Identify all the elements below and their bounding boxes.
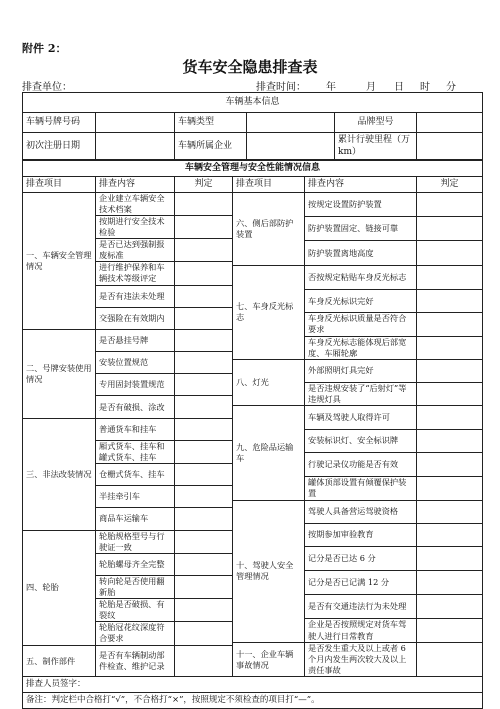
right-judge-cell[interactable] [417,594,483,618]
vehicle-type-value[interactable] [247,113,335,133]
right-judge-cell[interactable] [417,359,483,382]
left-item: 四、轮胎 [23,530,96,645]
mileage-value[interactable] [417,133,483,160]
right-item: 六、侧后部防护装置 [233,193,305,266]
right-content: 车辆及驾驶人取得许可 [305,406,417,429]
left-item: 五、制作部件 [23,645,96,676]
left-content: 是否有破损、涂改 [96,396,175,418]
left-content: 交强险在有效期内 [96,307,175,329]
right-content: 安装标识灯、安全标识牌 [305,429,417,452]
left-item-header: 排查项目 [23,177,96,193]
right-item: 七、车身反光标志 [233,265,305,359]
left-content-header: 排查内容 [96,177,175,193]
left-judge-cell[interactable] [175,553,233,575]
inspection-unit-label: 排查单位： [22,82,72,93]
left-judge-cell[interactable] [175,486,233,508]
left-content: 是否悬挂号牌 [96,329,175,351]
left-content: 仓栅式货车、挂车 [96,463,175,485]
left-content: 商品车运输车 [96,508,175,530]
right-content: 按期参加审验教育 [305,523,417,546]
right-judge-cell[interactable] [417,453,483,477]
signature-label[interactable]: 排查人员签字： [23,677,483,693]
left-judge-cell[interactable] [175,352,233,374]
right-judge-cell[interactable] [417,289,483,312]
company-value[interactable] [247,133,335,160]
left-judge-cell[interactable] [175,285,233,307]
right-judge-cell[interactable] [417,618,483,642]
inspection-time-label: 排查时间： [256,82,306,93]
right-content: 车身反光标志能体现后部宽度、车厢轮廓 [305,336,417,359]
right-judge-cell[interactable] [417,383,483,406]
day-label: 日 [394,82,404,93]
right-judge-cell[interactable] [417,336,483,359]
right-content: 罐体顶部设置有倾覆保护装置 [305,477,417,500]
left-content: 轮胎螺母齐全完整 [96,553,175,575]
left-judge-cell[interactable] [175,440,233,463]
right-content: 是否违规安装了“后射灯”等违规灯具 [305,383,417,406]
brand-label: 品牌型号 [335,113,417,133]
right-content: 防护装置固定、链接可靠 [305,217,417,241]
right-content: 行驶记录仪功能是否有效 [305,453,417,477]
left-content: 是否有违法未处理 [96,285,175,307]
right-judge-cell[interactable] [417,241,483,265]
company-label: 车辆所属企业 [175,133,247,160]
right-content: 否按规定粘贴车身反光标志 [305,265,417,289]
attachment-label: 附件 2： [22,42,67,55]
left-judge-cell[interactable] [175,598,233,621]
left-content: 普通货车和挂车 [96,418,175,440]
reg-date-label: 初次注册日期 [23,133,96,160]
vehicle-type-label: 车辆类型 [175,113,247,133]
right-content: 外部照明灯具完好 [305,359,417,382]
left-item: 二、号牌安装使用情况 [23,329,96,418]
left-item: 一、车辆安全管理情况 [23,193,96,330]
left-judge-cell[interactable] [175,396,233,418]
right-judge-cell[interactable] [417,500,483,523]
right-judge-cell[interactable] [417,477,483,500]
right-judge-cell[interactable] [417,193,483,217]
right-item: 十、驾驶人安全管理情况 [233,500,305,643]
plate-label: 车辆号牌号码 [23,113,96,133]
right-judge-cell[interactable] [417,643,483,677]
plate-value[interactable] [96,113,175,133]
left-judge-cell[interactable] [175,239,233,262]
month-label: 月 [366,82,376,93]
section-title: 车辆安全管理与安全性能情况信息 [23,161,483,177]
left-judge-cell[interactable] [175,307,233,329]
left-judge-cell[interactable] [175,575,233,598]
page-title: 货车安全隐患排查表 [182,58,318,76]
right-content: 按规定设置防护装置 [305,193,417,217]
left-judge-cell[interactable] [175,645,233,676]
left-content: 厢式货车、挂车和罐式货车、挂车 [96,440,175,463]
minute-label: 分 [446,82,456,93]
left-judge-cell[interactable] [175,262,233,285]
left-judge-cell[interactable] [175,508,233,530]
right-judge-cell[interactable] [417,547,483,571]
right-judge-cell[interactable] [417,313,483,336]
safety-check-table [22,160,483,709]
left-content: 按期进行安全技术检验 [96,216,175,239]
left-judge-cell[interactable] [175,530,233,553]
right-judge-cell[interactable] [417,429,483,452]
right-judge-cell[interactable] [417,406,483,429]
mileage-label: 累计行驶里程（万 km） [335,133,417,160]
remark-note: 备注：判定栏中合格打“√”，不合格打“×”，按照规定不须检查的项目打“—”。 [23,693,483,709]
basic-info-header: 车辆基本信息 [23,93,483,113]
left-judge-cell[interactable] [175,463,233,485]
right-content-header: 排查内容 [305,177,417,193]
left-content: 半挂牵引车 [96,486,175,508]
right-content: 车身反光标识质量是否符合要求 [305,313,417,336]
right-content: 记分是否已达 6 分 [305,547,417,571]
left-judge-cell[interactable] [175,374,233,396]
left-content: 轮胎规格型号与行驶证一致 [96,530,175,553]
right-content: 车身反光标识完好 [305,289,417,312]
right-judge-cell[interactable] [417,265,483,289]
right-content: 是否有交通违法行为未处理 [305,594,417,618]
right-judge-header: 判定 [417,177,483,193]
right-item: 九、危险品运输车 [233,406,305,500]
left-content: 安装位置规范 [96,352,175,374]
left-content: 企业建立车辆安全技术档案 [96,193,175,216]
right-item: 十一、企业车辆事故情况 [233,643,305,677]
left-content: 轮胎是否破损、有裂纹 [96,598,175,621]
right-content: 记分是否已记满 12 分 [305,571,417,594]
right-content: 企业是否按照规定对货车驾驶人进行日常教育 [305,618,417,642]
year-label: 年 [326,82,336,93]
left-content: 专用固封装置规范 [96,374,175,396]
left-content: 转向轮是否使用翻新胎 [96,575,175,598]
right-item-header: 排查项目 [233,177,305,193]
left-content: 是否有车辆制动部件检查、维护记录 [96,645,175,676]
left-judge-cell[interactable] [175,418,233,440]
right-content: 是否发生重大及以上或者 6 个月内发生两次较大及以上责任事故 [305,643,417,677]
right-content: 驾驶人具备营运驾驶资格 [305,500,417,523]
right-judge-cell[interactable] [417,217,483,241]
left-judge-cell[interactable] [175,216,233,239]
left-judge-cell[interactable] [175,622,233,646]
hour-label: 时 [420,82,430,93]
left-item: 三、非法改装情况 [23,418,96,530]
vehicle-basic-info-table [22,92,483,160]
right-content: 防护装置离地高度 [305,241,417,265]
right-item: 八、灯光 [233,359,305,406]
right-judge-cell[interactable] [417,571,483,594]
left-content: 是否已达到强制报废标准 [96,239,175,262]
reg-date-value[interactable] [96,133,175,160]
right-judge-cell[interactable] [417,523,483,546]
left-content: 进行维护保养和车辆技术等级评定 [96,262,175,285]
left-judge-cell[interactable] [175,193,233,216]
left-judge-cell[interactable] [175,329,233,351]
brand-value[interactable] [417,113,483,133]
left-judge-header: 判定 [175,177,233,193]
left-content: 轮胎冠花纹深度符合要求 [96,622,175,646]
